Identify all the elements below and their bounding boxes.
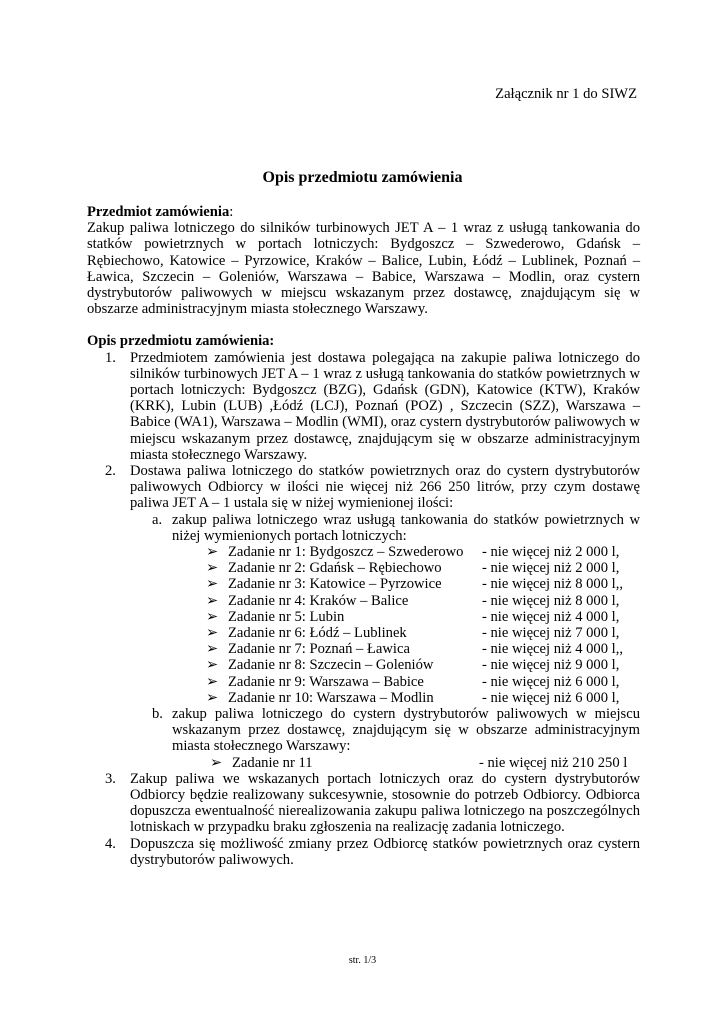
subject-colon: : <box>229 204 234 220</box>
item-number: 3. <box>105 770 116 787</box>
sub-item-text: zakup paliwa lotniczego wraz usługą tankowania do statków powietrznych w niżej wymienionych portach lotniczych: <box>172 511 640 544</box>
task-row <box>206 641 640 657</box>
task-row <box>210 755 640 771</box>
arrow-bullet-icon: ➢ <box>210 754 223 771</box>
task-quantity: - nie więcej niż 2 000 l, <box>482 560 620 577</box>
description-heading: Opis przedmiotu zamówienia: <box>87 333 275 350</box>
list-item <box>87 771 640 836</box>
task-quantity: - nie więcej niż 6 000 l, <box>482 673 620 690</box>
task-row <box>206 544 640 560</box>
task-label: Zadanie nr 3: Katowice – Pyrzowice <box>228 576 442 593</box>
task-label: Zadanie nr 8: Szczecin – Goleniów <box>228 657 434 674</box>
task-quantity: - nie więcej niż 9 000 l, <box>482 657 620 674</box>
item-text: Przedmiotem zamówienia jest dostawa polegająca na zakupie paliwa lotniczego do silników turbinowych JET A – 1 wraz z usługą tankowania do statków powietrznych w portach lotniczych: Bydgoszcz (BZG), Gdańsk (GDN), Katowice (KTW), Kraków (KRK), Lubin (LUB) ,Łódź (LCJ), Poznań (POZ) , Szczecin (SZZ), Warszawa – Babice (WA1), Warszawa – Modlin (WMI), oraz cystern dystrybutorów paliwowych w miejscu wskazanym przez dostawcę, znajdującym się w obszarze administracyjnym miasta stołecznego Warszawy. <box>130 349 640 463</box>
task-row <box>206 625 640 641</box>
task-label: Zadanie nr 7: Poznań – Ławica <box>228 641 410 658</box>
task-label: Zadanie nr 10: Warszawa – Modlin <box>228 689 434 706</box>
task-label: Zadanie nr 5: Lubin <box>228 608 345 625</box>
task-label: Zadanie nr 11 <box>232 754 313 771</box>
task-row <box>206 609 640 625</box>
subject-text: Zakup paliwa lotniczego do silników turbinowych JET A – 1 wraz z usługą tankowania do statków powietrznych w portach lotniczych: Bydgoszcz – Szwederowo, Gdańsk – Rębiechowo, Katowice – Pyrzowice, Kraków – Balice, Lubin, Łódź – Lublinek, Poznań – Ławica, Szczecin – Goleniów, Warszawa – Babice, Warszawa – Modlin, oraz cystern dystrybutorów paliwowych w miejscu wskazanym przez dostawcę, znajdującym się w obszarze administracyjnym miasta stołecznego Warszawy. <box>87 220 640 318</box>
task-quantity: - nie więcej niż 4 000 l, <box>482 608 620 625</box>
item-number: 2. <box>105 463 116 480</box>
list-item <box>87 836 640 868</box>
task-label: Zadanie nr 4: Kraków – Balice <box>228 592 409 609</box>
arrow-bullet-icon: ➢ <box>206 689 219 706</box>
task-quantity: - nie więcej niż 7 000 l, <box>482 625 620 641</box>
task-row <box>206 657 640 673</box>
subject-paragraph <box>87 204 640 317</box>
task-row <box>206 593 640 609</box>
task-row <box>206 560 640 576</box>
task-quantity: - nie więcej niż 210 250 l <box>479 754 628 771</box>
item-text: Dopuszcza się możliwość zmiany przez Odbiorcę statków powietrznych oraz cystern dystrybutorów paliwowych. <box>130 835 640 868</box>
arrow-bullet-icon: ➢ <box>206 608 219 625</box>
task-row <box>206 674 640 690</box>
sub-item-letter: a. <box>152 511 163 528</box>
sub-item-a <box>152 512 640 544</box>
attachment-label: Załącznik nr 1 do SIWZ <box>495 86 637 102</box>
sub-item-letter: b. <box>152 705 163 722</box>
task-quantity: - nie więcej niż 2 000 l, <box>482 544 620 561</box>
list-item <box>87 350 640 463</box>
arrow-bullet-icon: ➢ <box>206 657 219 674</box>
document-title: Opis przedmiotu zamówienia <box>262 169 463 186</box>
item-number: 1. <box>105 349 116 366</box>
item-text: Zakup paliwa we wskazanych portach lotniczych oraz do cystern dystrybutorów Odbiorcy będzie realizowany sukcesywnie, stosownie do potrzeb Odbiorcy. Odbiorca dopuszcza ewentualność nierealizowania zakupu paliwa lotniczego na poszczególnych lotniskach w przypadku braku zgłoszenia na realizację zadania lotniczego. <box>130 770 640 836</box>
arrow-bullet-icon: ➢ <box>206 544 219 561</box>
task-label: Zadanie nr 9: Warszawa – Babice <box>228 673 424 690</box>
subject-heading: Przedmiot zamówienia <box>87 204 230 220</box>
task-label: Zadanie nr 6: Łódź – Lublinek <box>228 625 407 641</box>
sub-item-text: zakup paliwa lotniczego do cystern dystrybutorów paliwowych w miejscu wskazanym przez dostawcę, znajdującym się w obszarze administracyjnym miasta stołecznego Warszawy: <box>172 705 640 755</box>
task-quantity: - nie więcej niż 8 000 l,, <box>482 576 624 593</box>
item-number: 4. <box>105 835 116 852</box>
task-quantity: - nie więcej niż 4 000 l,, <box>482 641 624 658</box>
arrow-bullet-icon: ➢ <box>206 592 219 609</box>
arrow-bullet-icon: ➢ <box>206 673 219 690</box>
document-body <box>87 204 640 868</box>
task-quantity: - nie więcej niż 6 000 l, <box>482 689 620 706</box>
task-row <box>206 576 640 592</box>
arrow-bullet-icon: ➢ <box>206 576 219 593</box>
list-item <box>87 463 640 512</box>
arrow-bullet-icon: ➢ <box>206 560 219 577</box>
task-quantity: - nie więcej niż 8 000 l, <box>482 592 620 609</box>
task-row <box>206 690 640 706</box>
task-label: Zadanie nr 1: Bydgoszcz – Szwederowo <box>228 544 464 561</box>
task-label: Zadanie nr 2: Gdańsk – Rębiechowo <box>228 560 442 577</box>
arrow-bullet-icon: ➢ <box>206 641 219 658</box>
arrow-bullet-icon: ➢ <box>206 625 219 641</box>
sub-item-b <box>152 706 640 755</box>
page-number: str. 1/3 <box>348 955 377 966</box>
item-text: Dostawa paliwa lotniczego do statków powietrznych oraz do cystern dystrybutorów paliwowych Odbiorcy w ilości nie więcej niż 266 250 litrów, przy czym dostawę paliwa JET A – 1 ustala się w niżej wymienionej ilości: <box>130 463 640 512</box>
